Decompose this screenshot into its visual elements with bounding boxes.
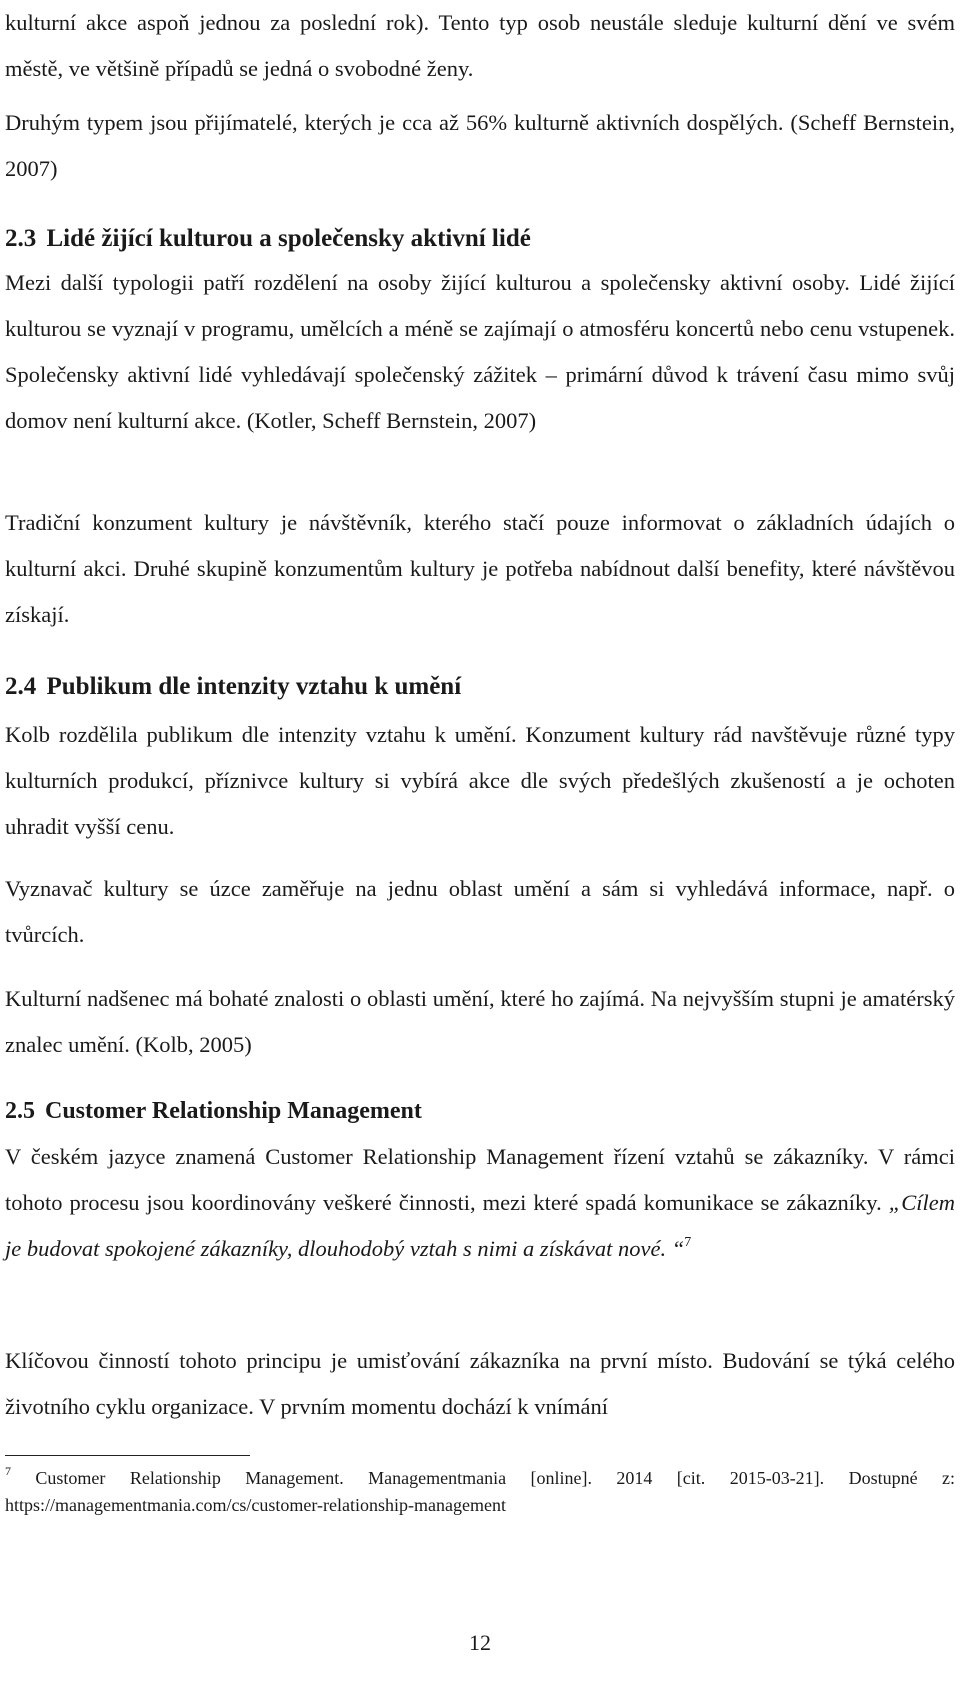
- paragraph-section-2-4-a: Kolb rozdělila publikum dle intenzity vztahu k umění. Konzument kultury rád navštěvuje různé typy kulturních produkcí, příznivce kultury si vybírá akce dle svých předešlých zkušeností a je ochoten uhradit vyšší cenu.: [5, 722, 955, 839]
- heading-number: 2.4: [5, 673, 37, 700]
- heading-number: 2.5: [5, 1098, 35, 1124]
- paragraph-lead-text: V českém jazyce znamená Customer Relationship Management řízení vztahů se zákazníky. V rámci tohoto procesu jsou koordinovány veškeré činnosti, mezi které spadá komunikace se zákazníky.: [5, 1144, 955, 1215]
- heading-2-3: [5, 222, 955, 256]
- paragraph-section-2-4-c: Kulturní nadšenec má bohaté znalosti o oblasti umění, které ho zajímá. Na nejvyšším stupni je amatérský znalec umění. (Kolb, 2005): [5, 986, 955, 1057]
- heading-2-5: [5, 1094, 955, 1128]
- footnote-text: Customer Relationship Management. Managementmania [online]. 2014 [cit. 2015-03-21]. Dostupné z: https://managementmania.com/cs/customer-relationship-management: [5, 1468, 955, 1515]
- paragraph-section-2-3-b: Tradiční konzument kultury je návštěvník, kterého stačí pouze informovat o základních údajích o kulturní akci. Druhé skupině konzumentům kultury je potřeba nabídnout další benefity, které návštěvou získají.: [5, 510, 955, 627]
- footnote-reference[interactable]: 7: [684, 1234, 692, 1250]
- footnote: [5, 1465, 955, 1519]
- paragraph-section-2-4-b: Vyznavač kultury se úzce zaměřuje na jednu oblast umění a sám si vyhledává informace, např. o tvůrcích.: [5, 876, 955, 947]
- heading-title: Customer Relationship Management: [45, 1098, 422, 1124]
- footnote-number: 7: [5, 1464, 11, 1478]
- footnote-separator: [5, 1455, 250, 1456]
- heading-number: 2.3: [5, 225, 37, 252]
- heading-2-4: [5, 670, 955, 704]
- quotation: „Cílem je budovat spokojené zákazníky, dlouhodobý vztah s nimi a získávat nové. “: [5, 1190, 955, 1261]
- paragraph-continuation: kulturní akce aspoň jednou za poslední rok). Tento typ osob neustále sleduje kulturní dění ve svém městě, ve většině případů se jedná o svobodné ženy.: [5, 10, 955, 81]
- paragraph-section-2-3-a: Mezi další typologii patří rozdělení na osoby žijící kulturou a společensky aktivní osoby. Lidé žijící kulturou se vyznají v programu, umělcích a méně se zajímají o atmosféru koncertů nebo cenu vstupenek. Společensky aktivní lidé vyhledávají společenský zážitek – primární důvod k trávení času mimo svůj domov není kulturní akce. (Kotler, Scheff Bernstein, 2007): [5, 270, 955, 433]
- paragraph-section-2-5-b: Klíčovou činností tohoto principu je umisťování zákazníka na první místo. Budování se týká celého životního cyklu organizace. V prvním momentu dochází k vnímání: [5, 1348, 955, 1419]
- heading-title: Lidé žijící kulturou a společensky aktivní lidé: [46, 225, 531, 252]
- paragraph-section-2-5-a: [5, 1134, 955, 1272]
- paragraph-prijimatele: Druhým typem jsou přijímatelé, kterých je cca až 56% kulturně aktivních dospělých. (Scheff Bernstein, 2007): [5, 110, 955, 181]
- heading-title: Publikum dle intenzity vztahu k umění: [46, 673, 462, 700]
- page-number: 12: [469, 1630, 491, 1655]
